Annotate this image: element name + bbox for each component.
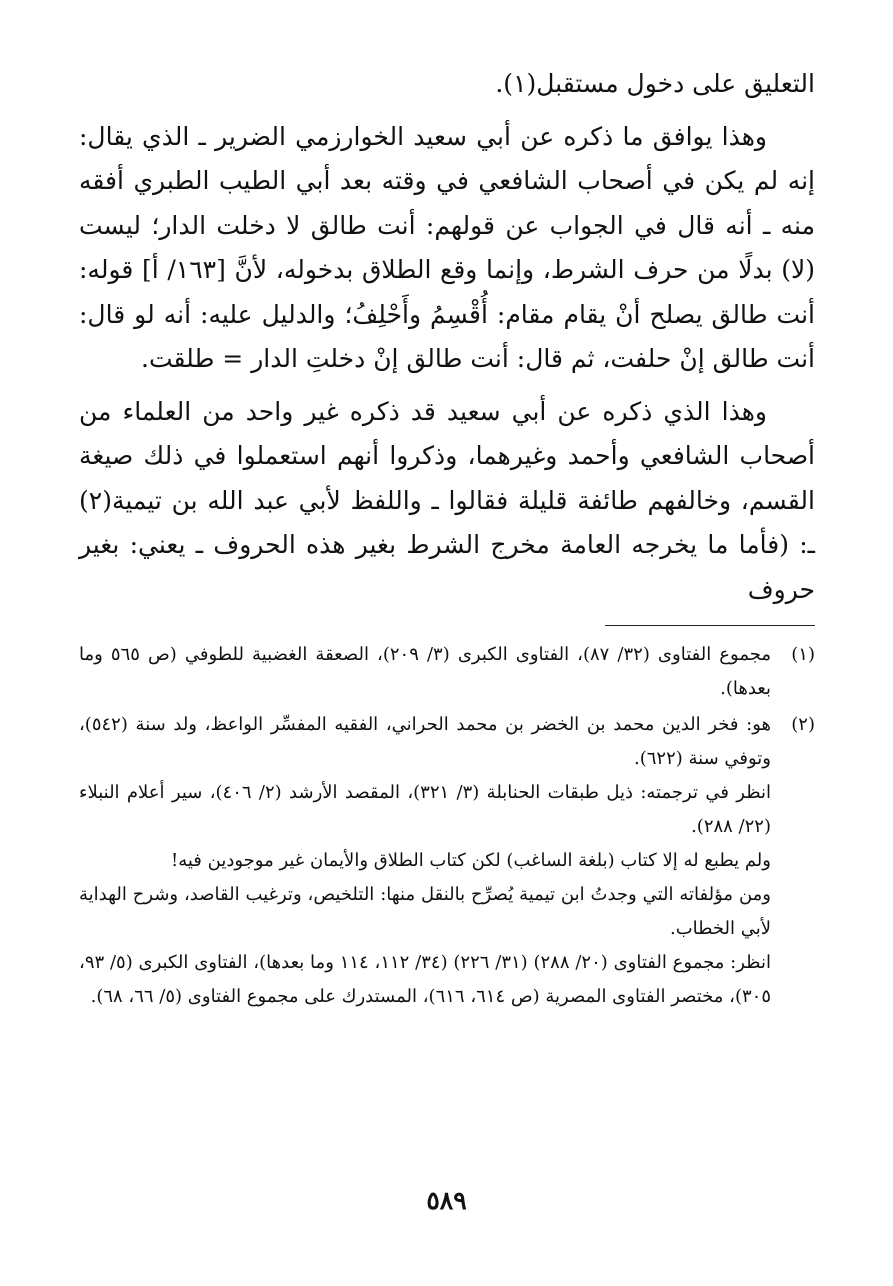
footnote-line: انظر في ترجمته: ذيل طبقات الحنابلة (٣/ ٣٢١)، المقصد الأرشد (٢/ ٤٠٦)، سير أعلام النبلاء (٢٢/ ٢٨٨). bbox=[79, 782, 771, 837]
footnote-number: (٢) bbox=[791, 714, 815, 735]
footnote-2 bbox=[79, 708, 815, 1014]
footnote-line: هو: فخر الدين محمد بن الخضر بن محمد الحراني، الفقيه المفسِّر الواعظ، ولد سنة (٥٤٢)، وتوفي سنة (٦٢٢). bbox=[79, 714, 771, 769]
footnote-number: (١) bbox=[791, 644, 815, 665]
paragraph-2: وهذا يوافق ما ذكره عن أبي سعيد الخوارزمي الضرير ـ الذي يقال: إنه لم يكن في أصحاب الشافعي في وقته بعد أبي الطيب الطبري أفقه منه ـ أنه قال في الجواب عن قولهم: أنت طالق لا دخلت الدار؛ ليست (لا) بدلًا من حرف الشرط، وإنما وقع الطلاق بدخوله، لأنَّ [١٦٣/ أ] قوله: أنت طالق يصلح أنْ يقام مقام: أُقْسِمُ وأَحْلِفُ؛ والدليل عليه: أنه لو قال: أنت طالق إنْ حلفت، ثم قال: أنت طالق إنْ دخلتِ الدار = طلقت. bbox=[79, 121, 815, 373]
footnote-line: مجموع الفتاوى (٣٢/ ٨٧)، الفتاوى الكبرى (٣/ ٢٠٩)، الصعقة الغضبية للطوفي (ص ٥٦٥ وما بعدها). bbox=[79, 644, 772, 699]
footnote-line: ولم يطبع له إلا كتاب (بلغة الساغب) لكن كتاب الطلاق والأيمان غير موجودين فيه! bbox=[170, 850, 771, 871]
page-number: ٥٨٩ bbox=[426, 1186, 467, 1215]
page-content bbox=[79, 62, 815, 1016]
footnotes bbox=[79, 638, 815, 1014]
footnote-1 bbox=[79, 638, 815, 706]
footnote-body bbox=[79, 708, 771, 1014]
footnote-divider bbox=[605, 625, 815, 626]
footnote-line: ومن مؤلفاته التي وجدتُ ابن تيمية يُصرِّح بالنقل منها: التلخيص، وترغيب القاصد، وشرح الهداية لأبي الخطاب. bbox=[79, 884, 771, 939]
main-text bbox=[79, 62, 815, 612]
footnote-line: انظر: مجموع الفتاوى (٢٠/ ٢٨٨) (٣١/ ٢٢٦) (٣٤/ ١١٢، ١١٤ وما بعدها)، الفتاوى الكبرى (٥/ ٩٣، ٣٠٥)، مختصر الفتاوى المصرية (ص ٦١٤، ٦١٦)، المستدرك على مجموع الفتاوى (٥/ ٦٦، ٦٨). bbox=[79, 952, 771, 1007]
footnote-body bbox=[79, 638, 771, 706]
paragraph-1: التعليق على دخول مستقبل(١). bbox=[495, 69, 815, 98]
paragraph-3: وهذا الذي ذكره عن أبي سعيد قد ذكره غير واحد من العلماء من أصحاب الشافعي وأحمد وغيرهما، وذكروا أنهم استعملوا في ذلك صيغة القسم، وخالفهم طائفة قليلة فقالوا ـ واللفظ لأبي عبد الله بن تيمية(٢) ـ: (فأما ما يخرجه العامة مخرج الشرط بغير هذه الحروف ـ يعني: بغير حروف bbox=[79, 396, 815, 604]
